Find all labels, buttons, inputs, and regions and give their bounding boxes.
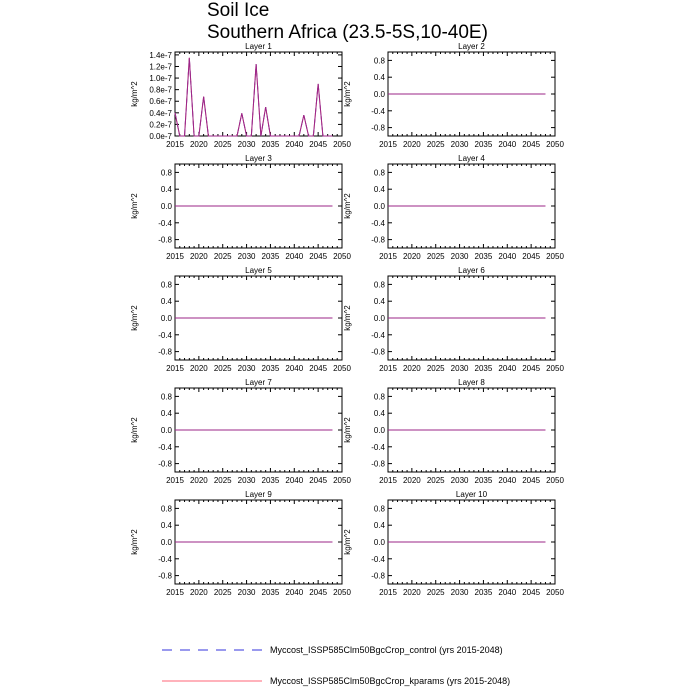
x-tick-label: 2030 — [450, 364, 469, 373]
x-tick-label: 2050 — [546, 140, 564, 149]
x-tick-label: 2045 — [522, 364, 541, 373]
x-tick-label: 2040 — [285, 140, 304, 149]
x-tick-label: 2020 — [189, 588, 208, 597]
y-tick-label: 0.4 — [373, 185, 385, 195]
legend — [162, 645, 510, 686]
x-tick-label: 2015 — [166, 476, 184, 485]
y-tick-label: 0.8e-7 — [149, 85, 172, 95]
x-tick-label: 2015 — [379, 140, 397, 149]
y-tick-label: 0.4 — [373, 73, 385, 83]
panel-layer-9 — [130, 490, 351, 597]
y-tick-label: 0.8 — [373, 56, 385, 66]
x-tick-label: 2025 — [213, 476, 232, 485]
x-tick-label: 2015 — [166, 364, 184, 373]
y-axis-label-layer-2: kg/m^2 — [343, 81, 352, 107]
y-tick-label: 0.4e-7 — [149, 108, 172, 118]
x-tick-label: 2030 — [237, 252, 256, 261]
y-tick-label: 0.0 — [160, 202, 172, 211]
x-tick-label: 2025 — [213, 364, 232, 373]
x-tick-label: 2045 — [522, 140, 541, 149]
x-tick-label: 2040 — [498, 476, 517, 485]
y-tick-label: 0.4 — [373, 521, 385, 531]
figure-title-line1: Soil Ice — [207, 0, 270, 21]
x-tick-label: 2035 — [474, 140, 493, 149]
panel-title-layer-10: Layer 10 — [455, 490, 488, 499]
y-tick-label: 0.0 — [373, 538, 385, 547]
x-tick-label: 2050 — [546, 364, 564, 373]
x-tick-label: 2040 — [285, 588, 304, 597]
y-tick-label: 1.2e-7 — [149, 62, 172, 72]
y-tick-label: 0.0 — [373, 314, 385, 323]
y-tick-label: -0.8 — [371, 123, 385, 133]
y-tick-label: -0.4 — [158, 218, 172, 228]
x-tick-label: 2030 — [237, 476, 256, 485]
x-tick-label: 2015 — [379, 588, 397, 597]
x-tick-label: 2020 — [402, 588, 421, 597]
x-tick-label: 2020 — [189, 476, 208, 485]
panel-title-layer-3: Layer 3 — [245, 154, 272, 163]
panel-title-layer-4: Layer 4 — [458, 154, 485, 163]
x-tick-label: 2050 — [333, 476, 351, 485]
x-tick-label: 2025 — [426, 588, 445, 597]
x-tick-label: 2045 — [522, 476, 541, 485]
x-tick-label: 2050 — [546, 252, 564, 261]
x-tick-label: 2050 — [333, 588, 351, 597]
x-tick-label: 2025 — [426, 140, 445, 149]
legend-label-kparams: Myccost_ISSP585Clm50BgcCrop_kparams (yrs 2015-2048) — [270, 676, 511, 686]
x-tick-label: 2020 — [189, 252, 208, 261]
x-tick-label: 2025 — [426, 252, 445, 261]
x-tick-label: 2020 — [402, 364, 421, 373]
y-axis-label-layer-10: kg/m^2 — [343, 529, 352, 555]
y-tick-label: 0.4 — [160, 297, 172, 307]
panel-layer-6 — [343, 266, 564, 373]
y-tick-label: 1.4e-7 — [149, 50, 172, 60]
panel-grid — [130, 42, 564, 597]
x-tick-label: 2035 — [474, 476, 493, 485]
y-tick-label: 0.0 — [160, 314, 172, 323]
panel-title-layer-1: Layer 1 — [245, 42, 272, 51]
panel-title-layer-7: Layer 7 — [245, 378, 272, 387]
x-tick-label: 2025 — [213, 588, 232, 597]
x-tick-label: 2030 — [237, 588, 256, 597]
y-tick-label: -0.8 — [371, 571, 385, 581]
y-tick-label: -0.4 — [371, 106, 385, 116]
x-tick-label: 2035 — [261, 252, 280, 261]
x-tick-label: 2050 — [546, 588, 564, 597]
x-tick-label: 2035 — [261, 140, 280, 149]
y-tick-label: -0.8 — [371, 347, 385, 357]
y-tick-label: 0.8 — [160, 392, 172, 402]
y-tick-label: 0.0 — [373, 202, 385, 211]
x-tick-label: 2035 — [261, 588, 280, 597]
y-tick-label: 0.8 — [160, 168, 172, 178]
x-tick-label: 2050 — [546, 476, 564, 485]
x-tick-label: 2020 — [402, 476, 421, 485]
x-tick-label: 2020 — [189, 140, 208, 149]
x-tick-label: 2050 — [333, 364, 351, 373]
x-tick-label: 2045 — [309, 364, 328, 373]
y-tick-label: 0.4 — [373, 409, 385, 419]
x-tick-label: 2050 — [333, 252, 351, 261]
panel-layer-8 — [343, 378, 564, 485]
panel-layer-2 — [343, 42, 564, 149]
legend-label-control: Myccost_ISSP585Clm50BgcCrop_control (yrs 2015-2048) — [270, 645, 503, 655]
x-tick-label: 2040 — [285, 364, 304, 373]
y-tick-label: 0.0 — [373, 426, 385, 435]
panel-title-layer-8: Layer 8 — [458, 378, 485, 387]
x-tick-label: 2015 — [379, 476, 397, 485]
x-tick-label: 2045 — [309, 476, 328, 485]
y-tick-label: 0.8 — [160, 280, 172, 290]
y-axis-label-layer-5: kg/m^2 — [130, 305, 139, 331]
y-tick-label: -0.8 — [158, 571, 172, 581]
y-tick-label: 0.4 — [160, 185, 172, 195]
x-tick-label: 2015 — [166, 140, 184, 149]
x-tick-label: 2040 — [285, 476, 304, 485]
y-axis-label-layer-6: kg/m^2 — [343, 305, 352, 331]
panel-title-layer-9: Layer 9 — [245, 490, 272, 499]
x-tick-label: 2045 — [309, 252, 328, 261]
y-axis-label-layer-9: kg/m^2 — [130, 529, 139, 555]
y-tick-label: 0.4 — [160, 409, 172, 419]
y-tick-label: -0.4 — [158, 554, 172, 564]
x-tick-label: 2030 — [237, 364, 256, 373]
x-tick-label: 2015 — [166, 252, 184, 261]
y-tick-label: 0.4 — [373, 297, 385, 307]
y-tick-label: -0.4 — [371, 330, 385, 340]
figure-title-line2: Southern Africa (23.5-5S,10-40E) — [207, 22, 488, 43]
y-tick-label: -0.4 — [158, 442, 172, 452]
x-tick-label: 2025 — [426, 476, 445, 485]
x-tick-label: 2040 — [498, 364, 517, 373]
x-tick-label: 2045 — [522, 588, 541, 597]
x-tick-label: 2020 — [402, 252, 421, 261]
x-tick-label: 2035 — [261, 364, 280, 373]
y-axis-label-layer-1: kg/m^2 — [130, 81, 139, 107]
x-tick-label: 2025 — [426, 364, 445, 373]
x-tick-label: 2030 — [450, 588, 469, 597]
panel-layer-5 — [130, 266, 351, 373]
y-tick-label: -0.8 — [371, 459, 385, 469]
x-tick-label: 2030 — [237, 140, 256, 149]
y-tick-label: 0.0 — [160, 426, 172, 435]
y-tick-label: -0.4 — [371, 442, 385, 452]
panel-title-layer-2: Layer 2 — [458, 42, 485, 51]
x-tick-label: 2040 — [498, 252, 517, 261]
y-tick-label: -0.8 — [158, 235, 172, 245]
x-tick-label: 2015 — [166, 588, 184, 597]
y-axis-label-layer-4: kg/m^2 — [343, 193, 352, 219]
x-tick-label: 2015 — [379, 364, 397, 373]
x-tick-label: 2020 — [189, 364, 208, 373]
panel-layer-7 — [130, 378, 351, 485]
x-tick-label: 2050 — [333, 140, 351, 149]
y-tick-label: 0.6e-7 — [149, 97, 172, 107]
x-tick-label: 2045 — [309, 588, 328, 597]
x-tick-label: 2015 — [379, 252, 397, 261]
panel-layer-4 — [343, 154, 564, 261]
y-axis-label-layer-7: kg/m^2 — [130, 417, 139, 443]
panel-title-layer-5: Layer 5 — [245, 266, 272, 275]
panel-layer-3 — [130, 154, 351, 261]
panel-layer-1 — [130, 42, 351, 149]
panel-title-layer-6: Layer 6 — [458, 266, 485, 275]
x-tick-label: 2030 — [450, 476, 469, 485]
y-tick-label: 0.8 — [373, 168, 385, 178]
x-tick-label: 2045 — [309, 140, 328, 149]
y-tick-label: 0.0 — [160, 538, 172, 547]
y-tick-label: 0.8 — [373, 504, 385, 514]
series-overlap-layer-1 — [175, 58, 332, 136]
x-tick-label: 2025 — [213, 140, 232, 149]
x-tick-label: 2035 — [474, 588, 493, 597]
y-tick-label: -0.4 — [371, 554, 385, 564]
y-tick-label: 0.2e-7 — [149, 120, 172, 130]
x-tick-label: 2035 — [474, 364, 493, 373]
y-tick-label: 0.8 — [373, 392, 385, 402]
x-tick-label: 2020 — [402, 140, 421, 149]
x-tick-label: 2040 — [498, 140, 517, 149]
y-tick-label: -0.8 — [158, 459, 172, 469]
x-tick-label: 2045 — [522, 252, 541, 261]
y-tick-label: 1.0e-7 — [149, 74, 172, 84]
y-tick-label: -0.8 — [158, 347, 172, 357]
y-tick-label: 0.4 — [160, 521, 172, 531]
y-tick-label: -0.4 — [158, 330, 172, 340]
x-tick-label: 2030 — [450, 252, 469, 261]
y-tick-label: 0.0e-7 — [149, 132, 172, 141]
y-tick-label: 0.8 — [160, 504, 172, 514]
y-tick-label: -0.4 — [371, 218, 385, 228]
y-tick-label: -0.8 — [371, 235, 385, 245]
x-tick-label: 2040 — [498, 588, 517, 597]
x-tick-label: 2025 — [213, 252, 232, 261]
y-axis-label-layer-3: kg/m^2 — [130, 193, 139, 219]
x-tick-label: 2040 — [285, 252, 304, 261]
x-tick-label: 2035 — [261, 476, 280, 485]
y-tick-label: 0.0 — [373, 90, 385, 99]
x-tick-label: 2030 — [450, 140, 469, 149]
x-tick-label: 2035 — [474, 252, 493, 261]
y-axis-label-layer-8: kg/m^2 — [343, 417, 352, 443]
panel-layer-10 — [343, 490, 564, 597]
y-tick-label: 0.8 — [373, 280, 385, 290]
